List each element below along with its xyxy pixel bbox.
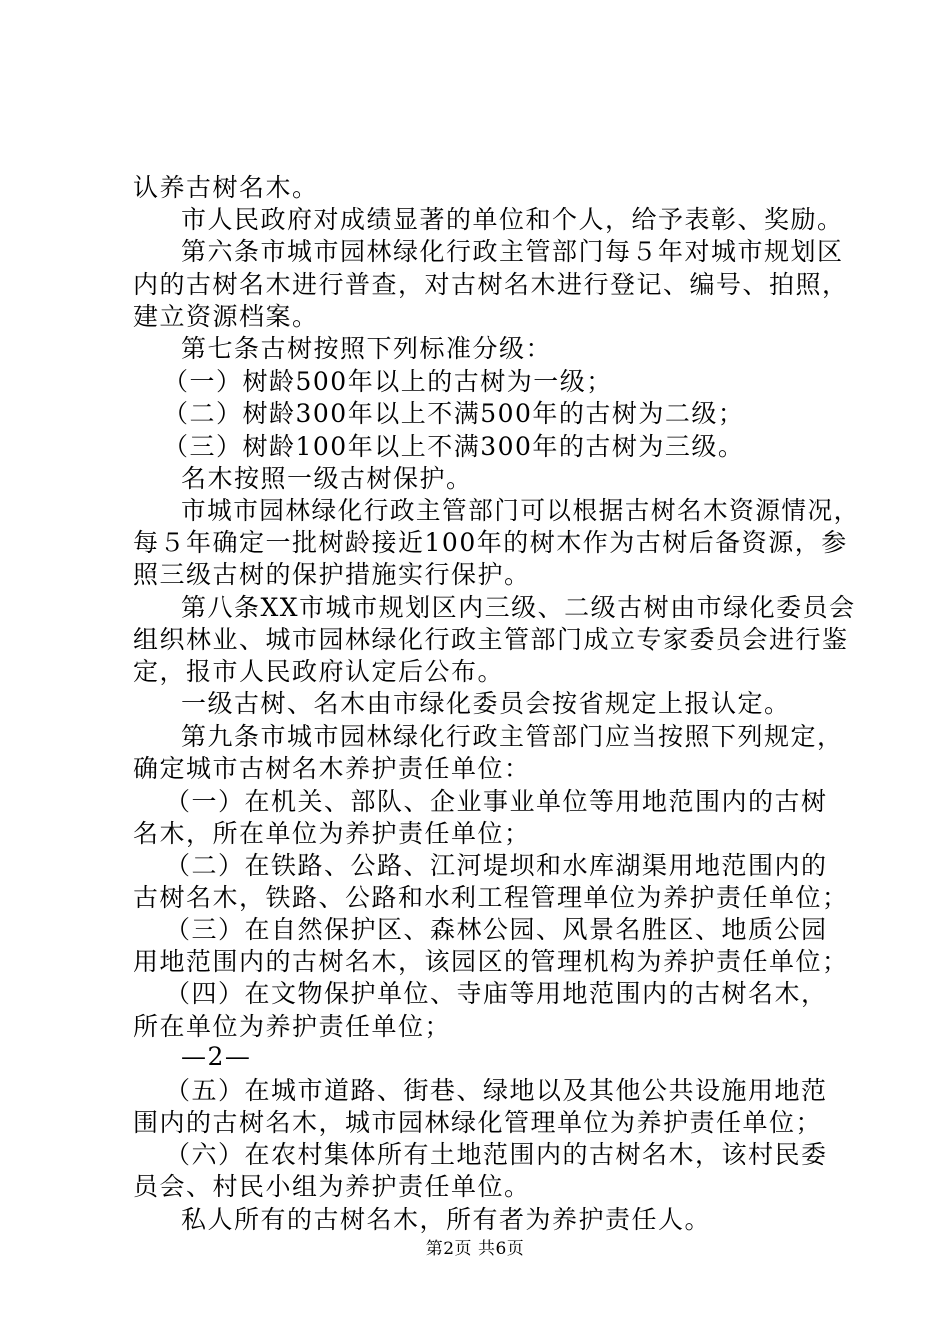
text-line: 市人民政府对成绩显著的单位和个人，给予表彰、奖励。: [181, 205, 844, 234]
text-line: 用地范围内的古树名木，该园区的管理机构为养护责任单位；: [133, 947, 849, 976]
text-line: 认养古树名木。: [133, 173, 319, 202]
text-line: 内的古树名木进行普查，对古树名木进行登记、编号、拍照，: [133, 270, 849, 299]
text-line: （一）在机关、部队、企业事业单位等用地范围内的古树: [165, 787, 828, 816]
text-line: 确定城市古树名木养护责任单位：: [133, 754, 531, 783]
text-line: 名木按照一级古树保护。: [181, 464, 473, 493]
text-line: （三）树龄100年以上不满300年的古树为三级。: [163, 432, 745, 461]
text-line: （五）在城市道路、街巷、绿地以及其他公共设施用地范: [165, 1076, 828, 1105]
text-line: 古树名木，铁路、公路和水利工程管理单位为养护责任单位；: [133, 883, 849, 912]
text-line: 第六条市城市园林绿化行政主管部门每５年对城市规划区: [181, 237, 844, 266]
text-line: 第八条XX市城市规划区内三级、二级古树由市绿化委员会: [181, 593, 856, 622]
text-line: 市城市园林绿化行政主管部门可以根据古树名木资源情况，: [181, 496, 860, 525]
page-footer: 第2页 共6页: [425, 1239, 525, 1259]
text-line: 第七条古树按照下列标准分级：: [181, 334, 553, 363]
text-line: 定，报市人民政府认定后公布。: [133, 657, 505, 686]
text-line: 所在单位为养护责任单位；: [133, 1012, 452, 1041]
text-line: 私人所有的古树名木，所有者为养护责任人。: [181, 1205, 712, 1234]
text-line: —2—: [181, 1042, 252, 1071]
text-line: 照三级古树的保护措施实行保护。: [133, 560, 531, 589]
text-line: 围内的古树名木，城市园林绿化管理单位为养护责任单位；: [133, 1108, 823, 1137]
text-line: （二）在铁路、公路、江河堤坝和水库湖渠用地范围内的: [165, 851, 828, 880]
text-line: （一）树龄500年以上的古树为一级；: [163, 367, 613, 396]
text-line: （二）树龄300年以上不满500年的古树为二级；: [163, 399, 745, 428]
text-line: 每５年确定一批树龄接近100年的树木作为古树后备资源，参: [133, 528, 848, 557]
text-line: 一级古树、名木由市绿化委员会按省规定上报认定。: [181, 689, 791, 718]
text-line: 组织林业、城市园林绿化行政主管部门成立专家委员会进行鉴: [133, 625, 849, 654]
text-line: 名木，所在单位为养护责任单位；: [133, 819, 531, 848]
text-line: 建立资源档案。: [133, 302, 319, 331]
text-line: 员会、村民小组为养护责任单位。: [133, 1172, 531, 1201]
text-line: （六）在农村集体所有土地范围内的古树名木，该村民委: [165, 1140, 828, 1169]
text-line: 第九条市城市园林绿化行政主管部门应当按照下列规定，: [181, 722, 844, 751]
text-line: （四）在文物保护单位、寺庙等用地范围内的古树名木，: [165, 979, 828, 1008]
text-line: （三）在自然保护区、森林公园、风景名胜区、地质公园: [165, 915, 828, 944]
